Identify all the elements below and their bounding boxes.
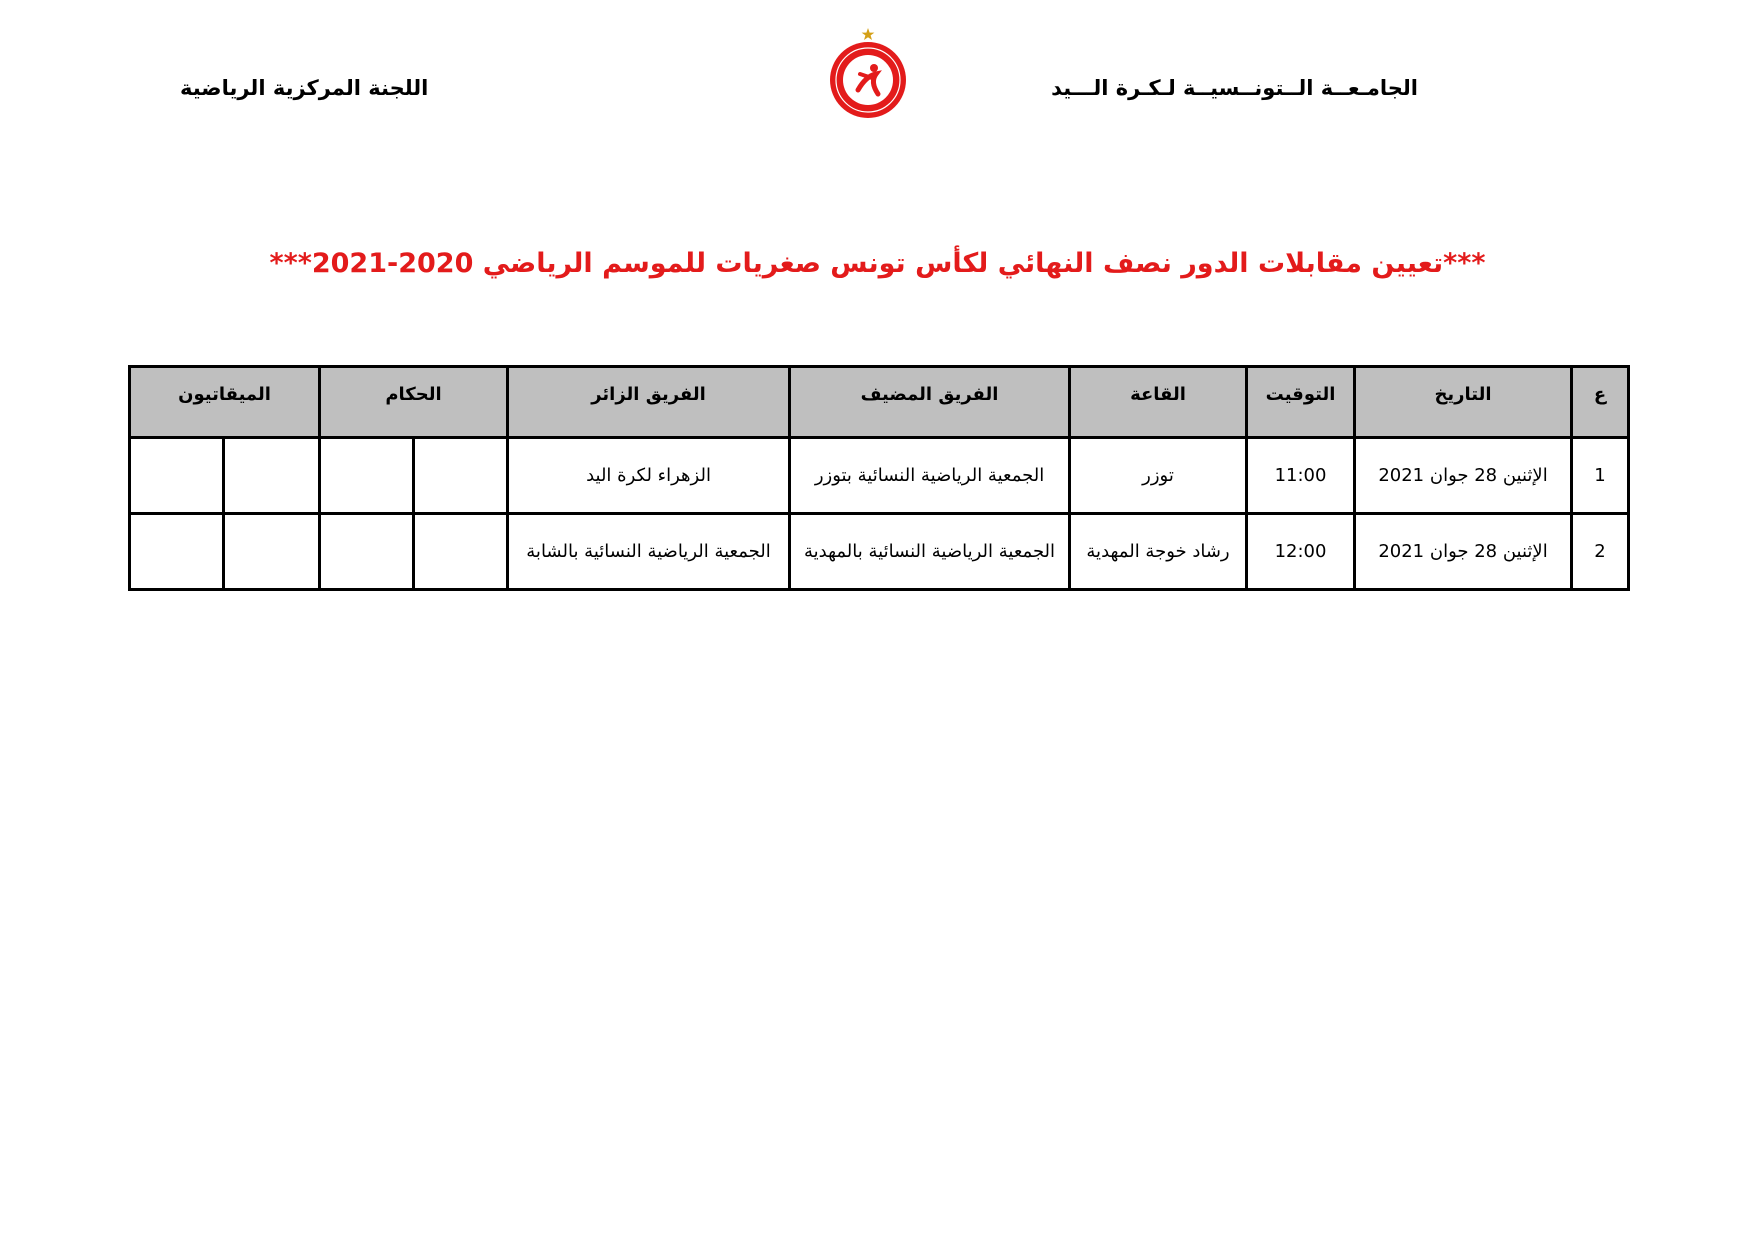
schedule-table bbox=[128, 365, 1630, 591]
timekeeper-cell-2 bbox=[130, 438, 224, 514]
col-header-venue: القاعة bbox=[1070, 367, 1247, 438]
timekeeper-cell-1 bbox=[224, 438, 320, 514]
match-date: الإثنين 28 جوان 2021 bbox=[1355, 438, 1572, 514]
home-team: الجمعية الرياضية النسائية بتوزر bbox=[790, 438, 1070, 514]
row-number: 1 bbox=[1572, 438, 1629, 514]
table-row bbox=[130, 514, 1629, 590]
timekeeper-cell-2 bbox=[130, 514, 224, 590]
handball-federation-logo-icon bbox=[822, 28, 914, 120]
referee-cell-1 bbox=[414, 438, 508, 514]
referee-cell-2 bbox=[320, 514, 414, 590]
away-team: الجمعية الرياضية النسائية بالشابة bbox=[508, 514, 790, 590]
col-header-time: التوقيت bbox=[1247, 367, 1355, 438]
col-header-number: ع bbox=[1572, 367, 1629, 438]
away-team: الزهراء لكرة اليد bbox=[508, 438, 790, 514]
referee-cell-2 bbox=[320, 438, 414, 514]
col-header-date: التاريخ bbox=[1355, 367, 1572, 438]
timekeeper-cell-1 bbox=[224, 514, 320, 590]
table-header-row bbox=[130, 367, 1629, 438]
committee-name: اللجنة المركزية الرياضية bbox=[180, 76, 429, 100]
page-title: ***تعيين مقابلات الدور نصف النهائي لكأس تونس صغريات للموسم الرياضي 2020-2021*** bbox=[269, 248, 1486, 279]
match-venue: توزر bbox=[1070, 438, 1247, 514]
referee-cell-1 bbox=[414, 514, 508, 590]
home-team: الجمعية الرياضية النسائية بالمهدية bbox=[790, 514, 1070, 590]
match-time: 12:00 bbox=[1247, 514, 1355, 590]
col-header-timekeepers: الميقاتيون bbox=[130, 367, 320, 438]
match-date: الإثنين 28 جوان 2021 bbox=[1355, 514, 1572, 590]
row-number: 2 bbox=[1572, 514, 1629, 590]
match-venue: رشاد خوجة المهدية bbox=[1070, 514, 1247, 590]
table-row bbox=[130, 438, 1629, 514]
col-header-referees: الحكام bbox=[320, 367, 508, 438]
federation-name: الجامـعــة الــتونــسيــة لـكـرة الـــيد bbox=[1051, 76, 1418, 100]
col-header-away-team: الفريق الزائر bbox=[508, 367, 790, 438]
match-time: 11:00 bbox=[1247, 438, 1355, 514]
col-header-home-team: الفريق المضيف bbox=[790, 367, 1070, 438]
